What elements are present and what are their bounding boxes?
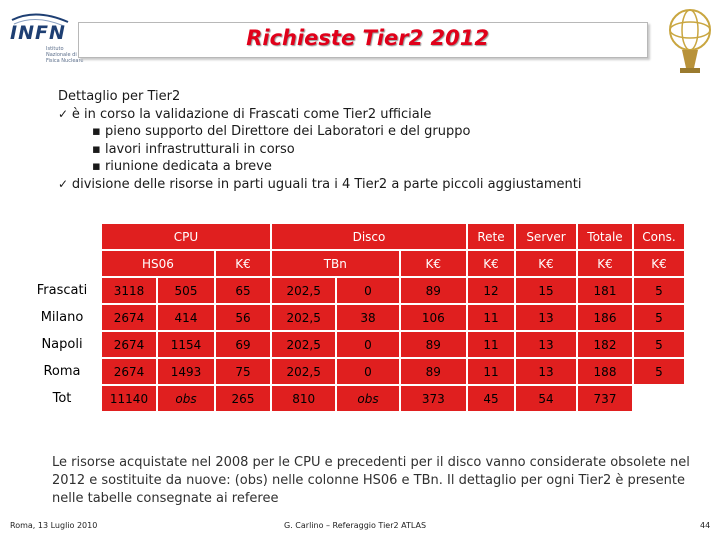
cell-value: 1493 xyxy=(158,359,214,384)
cell-hs06: 2674 xyxy=(102,305,156,330)
table-row-total xyxy=(24,386,684,411)
cell-value: 0 xyxy=(337,332,398,357)
row-header: Milano xyxy=(24,305,100,330)
cell-value: 0 xyxy=(337,278,398,303)
page-number: 44 xyxy=(700,521,711,530)
cons-keur-header: K€ xyxy=(634,251,684,276)
cell-disco-keur: 106 xyxy=(401,305,466,330)
cell-disco-keur: 373 xyxy=(401,386,466,411)
cell-cpu-keur: 56 xyxy=(216,305,270,330)
text-line-subbullet xyxy=(58,158,581,176)
cell-totale: 186 xyxy=(578,305,632,330)
checkmark-icon: ✓ xyxy=(58,176,72,191)
title-box xyxy=(78,22,648,58)
cell-disco-keur: 89 xyxy=(401,359,466,384)
table-subheader-row xyxy=(24,251,684,276)
disco-header: Disco xyxy=(272,224,466,249)
cell-rete: 12 xyxy=(468,278,514,303)
cell-cons: 5 xyxy=(634,305,684,330)
cell-rete: 11 xyxy=(468,332,514,357)
atlas-logo xyxy=(664,4,716,76)
footnote-text: Le risorse acquistate nel 2008 per le CPU e precedenti per il disco vanno considerate obsolete nel 2012 e sostituite da nuove: (obs) nelle colonne HS06 e TBn. Il dettaglio per ogni Tier2 è presente nelle tabelle consegnate ai referee xyxy=(52,455,690,506)
cell-totale: 181 xyxy=(578,278,632,303)
cell-rete: 11 xyxy=(468,359,514,384)
cell-server: 54 xyxy=(516,386,576,411)
server-header: Server xyxy=(516,224,576,249)
cell-obs: obs xyxy=(337,386,398,411)
table-group-header-row xyxy=(24,224,684,249)
tbn-header: TBn xyxy=(272,251,399,276)
cell-totale: 188 xyxy=(578,359,632,384)
cell-disco-keur: 89 xyxy=(401,332,466,357)
cell-cpu-keur: 75 xyxy=(216,359,270,384)
cell-server: 15 xyxy=(516,278,576,303)
cell-value: 414 xyxy=(158,305,214,330)
cell-tbn: 202,5 xyxy=(272,305,335,330)
table-row xyxy=(24,359,684,384)
hs06-header: HS06 xyxy=(102,251,214,276)
footer-date: Roma, 13 Luglio 2010 xyxy=(10,521,98,530)
cell-cons: 5 xyxy=(634,278,684,303)
text-line-subbullet xyxy=(58,123,581,141)
logo-subtitle: Istituto Nazionale di Fisica Nucleare xyxy=(46,46,84,64)
rete-keur-header: K€ xyxy=(468,251,514,276)
text-line-bullet xyxy=(58,176,581,194)
atlas-figure-icon xyxy=(664,4,716,76)
square-bullet-icon: ▪ xyxy=(92,124,105,139)
blank-cell xyxy=(24,251,100,276)
text-line-subbullet xyxy=(58,141,581,159)
cell-totale: 737 xyxy=(578,386,632,411)
cell-cpu-keur: 265 xyxy=(216,386,270,411)
cell-server: 13 xyxy=(516,305,576,330)
cell-tbn: 810 xyxy=(272,386,335,411)
body-text xyxy=(58,88,581,193)
table-row xyxy=(24,305,684,330)
cell-totale: 182 xyxy=(578,332,632,357)
tier2-table xyxy=(22,222,686,413)
subbullet-text: pieno supporto del Direttore dei Laboratori e del gruppo xyxy=(104,124,471,139)
checkmark-icon: ✓ xyxy=(58,106,72,121)
square-bullet-icon: ▪ xyxy=(92,159,105,174)
cell-cpu-keur: 65 xyxy=(216,278,270,303)
cell-server: 13 xyxy=(516,332,576,357)
table-row xyxy=(24,278,684,303)
blank-cell xyxy=(24,224,100,249)
server-keur-header: K€ xyxy=(516,251,576,276)
table-row xyxy=(24,332,684,357)
row-header: Roma xyxy=(24,359,100,384)
text-line-heading: Dettaglio per Tier2 xyxy=(58,89,181,104)
cell-tbn: 202,5 xyxy=(272,278,335,303)
logo-text: INFN xyxy=(10,22,66,44)
totale-header: Totale xyxy=(578,224,632,249)
page-title: Richieste Tier2 2012 xyxy=(246,26,489,50)
cpu-header: CPU xyxy=(102,224,270,249)
cell-value: 1154 xyxy=(158,332,214,357)
cell-rete: 11 xyxy=(468,305,514,330)
subbullet-text: lavori infrastrutturali in corso xyxy=(104,141,295,157)
cell-hs06: 3118 xyxy=(102,278,156,303)
cell-hs06: 2674 xyxy=(102,332,156,357)
footer-author: G. Carlino – Referaggio Tier2 ATLAS xyxy=(284,521,427,530)
cell-tbn: 202,5 xyxy=(272,359,335,384)
cell-value: 0 xyxy=(337,359,398,384)
cell-obs: obs xyxy=(158,386,214,411)
cell-cons: 5 xyxy=(634,332,684,357)
row-header: Tot xyxy=(24,386,100,411)
cell-cons xyxy=(634,386,684,411)
cell-value: 505 xyxy=(158,278,214,303)
cell-server: 13 xyxy=(516,359,576,384)
cell-disco-keur: 89 xyxy=(401,278,466,303)
cell-tbn: 202,5 xyxy=(272,332,335,357)
cpu-keur-header: K€ xyxy=(216,251,270,276)
totale-keur-header: K€ xyxy=(578,251,632,276)
text-line-bullet xyxy=(58,106,581,124)
square-bullet-icon: ▪ xyxy=(92,141,105,157)
disco-keur-header: K€ xyxy=(401,251,466,276)
cons-header: Cons. xyxy=(634,224,684,249)
rete-header: Rete xyxy=(468,224,514,249)
cell-cons: 5 xyxy=(634,359,684,384)
bullet-text: divisione delle risorse in parti uguali tra i 4 Tier2 a parte piccoli aggiustamenti xyxy=(71,176,582,192)
row-header: Frascati xyxy=(24,278,100,303)
cell-hs06: 2674 xyxy=(102,359,156,384)
cell-rete: 45 xyxy=(468,386,514,411)
row-header: Napoli xyxy=(24,332,100,357)
bullet-text: è in corso la validazione di Frascati come Tier2 ufficiale xyxy=(71,106,432,122)
subbullet-text: riunione dedicata a breve xyxy=(104,159,272,174)
cell-hs06: 11140 xyxy=(102,386,156,411)
cell-value: 38 xyxy=(337,305,398,330)
cell-cpu-keur: 69 xyxy=(216,332,270,357)
